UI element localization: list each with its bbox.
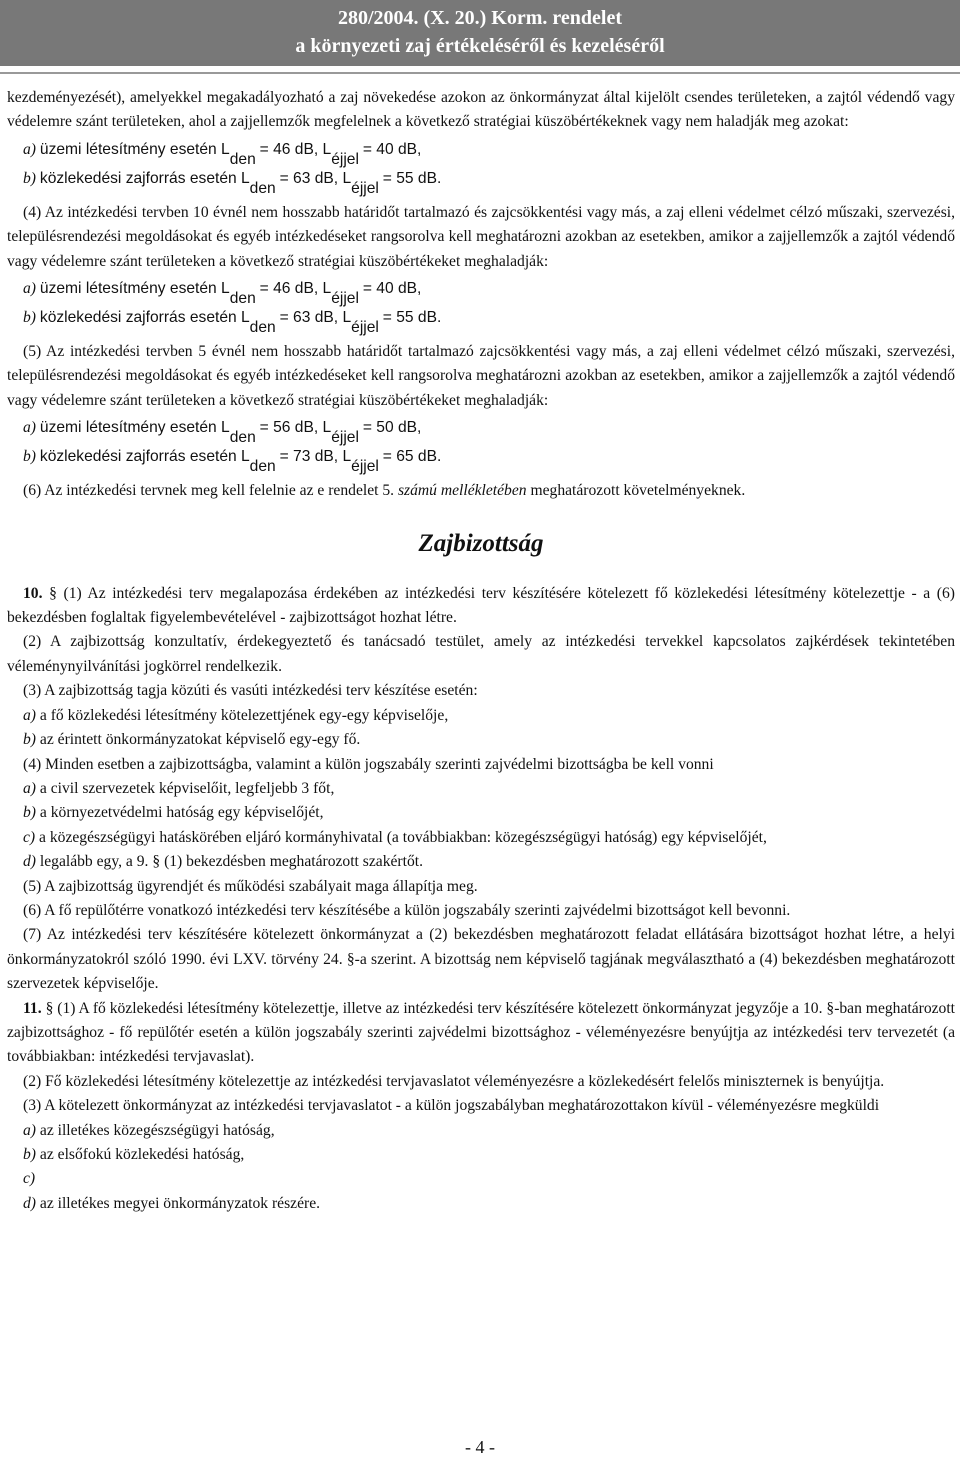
para-text: (1) A fő közlekedési létesítmény kötelezettje, illetve az intézkedési terv készítésére kötelezett önkormányzat jegyzője a 10. §-ban meghatározott zajbizottsághoz - fő repülőtér esetén a külön jogszabály szerinti zajvédelmi bizottsághoz - véleményezésre benyújtja az intézkedési terv tervezetét (a továbbiakban: intézkedési tervjavaslat). bbox=[7, 999, 956, 1066]
subscript-ejjel: éjjel bbox=[331, 290, 359, 308]
annex-reference: számú mellékletében bbox=[397, 482, 527, 500]
section-10-para-1 bbox=[7, 582, 955, 631]
limit-item-a bbox=[7, 413, 955, 447]
list-item bbox=[7, 1143, 955, 1167]
item-label: a) bbox=[23, 140, 36, 158]
list-item bbox=[7, 1192, 955, 1216]
page-header bbox=[0, 0, 960, 66]
subscript-den: den bbox=[229, 150, 256, 168]
section-10-para-7: (7) Az intézkedési terv készítésére kötelezett önkormányzat a (2) bekezdésben meghatározott feladat ellátására bizottságot hozhat létre, a helyi önkormányzatokról szóló 1990. évi LXV. törvény 24. §-a szerint. A bizottság nem képviselő tagjának megválasztható a (4) bekezdésben meghatározott szervezetek képviselője. bbox=[7, 926, 955, 993]
list-item bbox=[7, 801, 955, 825]
p6-text: (6) Az intézkedési tervnek meg kell felelnie az e rendelet 5. bbox=[23, 482, 395, 500]
item-text: legalább egy, a 9. bbox=[39, 853, 149, 871]
limit-item-b bbox=[7, 303, 955, 337]
item-value: = 63 dB, L bbox=[279, 309, 352, 327]
item-text: az illetékes megyei önkormányzatok részére. bbox=[39, 1194, 321, 1212]
section-11-para-3: (3) A kötelezett önkormányzat az intézkedési tervjavaslatot - a külön jogszabályban meghatározottakon kívül - véleményezésre megküldi bbox=[23, 1097, 880, 1115]
item-text: közlekedési zajforrás esetén L bbox=[39, 309, 250, 327]
paragraph-4: (4) Az intézkedési tervben 10 évnél nem hosszabb határidőt tartalmazó és zajcsökkentési vagy más, a zaj elleni védelmet célzó műszaki, szervezési, településrendezési megoldásokat és egyéb intézkedéseket rangsorolva kell meghatározni azokban az esetekben, amikor a zajjellemzők a zajtól védendő vagy védelemre szánt területeken a következő stratégiai küszöbértékeket meghaladják: bbox=[7, 203, 955, 270]
list-item bbox=[7, 1119, 955, 1143]
subscript-den: den bbox=[249, 319, 276, 337]
limit-item-b bbox=[7, 442, 955, 476]
item-label: d) bbox=[23, 1194, 36, 1212]
limit-item-b bbox=[7, 164, 955, 197]
item-label: b) bbox=[23, 169, 36, 187]
item-value: = 73 dB, L bbox=[279, 448, 352, 466]
item-label: a) bbox=[23, 280, 36, 298]
list-item bbox=[7, 850, 955, 874]
item-value: = 46 dB, L bbox=[259, 140, 332, 158]
list-item bbox=[7, 1167, 955, 1191]
subscript-den: den bbox=[229, 429, 256, 447]
section-number: 11. bbox=[23, 999, 42, 1017]
subscript-ejjel: éjjel bbox=[331, 150, 359, 168]
subscript-den: den bbox=[249, 458, 276, 476]
list-item bbox=[7, 826, 955, 850]
item-text: az illetékes közegészségügyi hatóság, bbox=[39, 1121, 275, 1139]
item-label: b) bbox=[23, 309, 36, 327]
item-text: üzemi létesítmény esetén L bbox=[39, 280, 230, 298]
list-item bbox=[7, 704, 955, 728]
item-text: üzemi létesítmény esetén L bbox=[39, 419, 230, 437]
section-11-para-2: (2) Fő közlekedési létesítmény kötelezettje az intézkedési tervjavaslatot véleményezésre a közlekedésért felelős miniszternek is benyújtja. bbox=[23, 1072, 885, 1090]
section-sign: § bbox=[49, 584, 57, 602]
section-number: 10. bbox=[23, 584, 43, 602]
item-value: = 55 dB. bbox=[382, 309, 442, 327]
item-text: üzemi létesítmény esetén L bbox=[39, 140, 230, 158]
item-value: = 63 dB, L bbox=[279, 169, 352, 187]
item-value: = 40 dB, bbox=[362, 280, 422, 298]
item-label: a) bbox=[23, 779, 36, 797]
p6-text: meghatározott követelményeknek. bbox=[530, 482, 746, 500]
subscript-ejjel: éjjel bbox=[351, 319, 379, 337]
item-text: az érintett önkormányzatokat képviselő egy-egy fő. bbox=[39, 731, 361, 749]
item-value: = 55 dB. bbox=[382, 169, 442, 187]
item-text: az elsőfokú közlekedési hatóság, bbox=[39, 1146, 245, 1163]
section-10-para-3: (3) A zajbizottság tagja közúti és vasúti intézkedési terv készítése esetén: bbox=[23, 682, 478, 700]
item-label: c) bbox=[23, 1170, 36, 1188]
subscript-den: den bbox=[249, 179, 276, 197]
section-11-para-1 bbox=[7, 997, 955, 1070]
item-label: b) bbox=[23, 1146, 36, 1163]
item-label: b) bbox=[23, 731, 36, 749]
item-label: a) bbox=[23, 1121, 36, 1139]
section-10-para-5: (5) A zajbizottság ügyrendjét és működési szabályait maga állapítja meg. bbox=[23, 877, 478, 895]
list-item bbox=[7, 777, 955, 801]
section-sign: § bbox=[152, 853, 161, 871]
list-item bbox=[7, 728, 955, 752]
limit-item-a bbox=[7, 135, 955, 168]
item-label: b) bbox=[23, 448, 36, 466]
subscript-den: den bbox=[229, 290, 256, 308]
section-10-para-2: (2) A zajbizottság konzultatív, érdekegyeztető és tanácsadó testület, amely az intézkedési tervekkel kapcsolatos zajkérdések tekintetében véleménynyilvánítási jogkörrel rendelkezik. bbox=[7, 633, 955, 675]
subscript-ejjel: éjjel bbox=[331, 429, 359, 447]
section-title: Zajbizottság bbox=[418, 529, 544, 557]
item-value: = 50 dB, bbox=[362, 419, 422, 437]
item-value: = 65 dB. bbox=[382, 448, 442, 466]
subscript-ejjel: éjjel bbox=[351, 179, 379, 197]
paragraph-5: (5) Az intézkedési tervben 5 évnél nem hosszabb határidőt tartalmazó zajcsökkentési vagy más, a zaj elleni védelmet célzó műszaki, szervezési, településrendezési megoldásokat és egyéb intézkedéseket kell rangsorolva meghatározni azokban az esetekben, amikor a zajjellemzők a zajtól védendő vagy védelemre szánt területeken a következő stratégiai küszöbértékeket meghaladják: bbox=[7, 343, 955, 409]
section-10-para-4: (4) Minden esetben a zajbizottságba, valamint a külön jogszabály szerinti zajvédelmi bizottságba be kell vonni bbox=[23, 755, 714, 773]
item-value: = 46 dB, L bbox=[259, 280, 332, 298]
section-10-para-6: (6) A fő repülőtérre vonatkozó intézkedési terv készítésébe a külön jogszabály szerinti zajvédelmi bizottságot kell bevonni. bbox=[23, 901, 791, 919]
item-label: b) bbox=[23, 804, 36, 822]
document-body bbox=[7, 86, 955, 1216]
item-text: a civil szervezetek képviselőit, legfeljebb 3 főt, bbox=[39, 779, 335, 797]
item-value: = 56 dB, L bbox=[259, 419, 332, 437]
item-text: a fő közlekedési létesítmény kötelezettjének egy-egy képviselője, bbox=[39, 706, 449, 724]
page-number: - 4 - bbox=[465, 1437, 495, 1457]
header-subtitle: a környezeti zaj értékeléséről és kezeléséről bbox=[295, 35, 665, 57]
paragraph-intro: kezdeményezését), amelyekkel megakadályozható a zaj növekedése azokon az önkormányzat által kijelölt csendes területeken, a zajtól védendő vagy védelemre szánt területeken, ahol a zajjellemzők megfelelnek a következő stratégiai küszöbértékeknek vagy nem haladják meg azokat: bbox=[7, 89, 955, 131]
item-text: közlekedési zajforrás esetén L bbox=[39, 169, 250, 187]
item-text: a közegészségügyi hatáskörében eljáró kormányhivatal (a továbbiakban: közegészségügyi hatóság) egy képviselőjét, bbox=[39, 828, 767, 846]
header-title: 280/2004. (X. 20.) Korm. rendelet bbox=[337, 7, 623, 29]
item-label: a) bbox=[23, 706, 36, 724]
para-text: (1) Az intézkedési terv megalapozása érdekében az intézkedési terv készítésére kötelezett fő közlekedési létesítmény kötelezettje - a (6) bekezdésben foglaltak figyelembevételével - zajbizottságot hozhat létre. bbox=[7, 584, 955, 627]
subscript-ejjel: éjjel bbox=[351, 458, 379, 476]
item-text: a környezetvédelmi hatóság egy képviselőjét, bbox=[39, 804, 324, 822]
paragraph-6 bbox=[7, 479, 955, 503]
header-divider bbox=[0, 72, 960, 74]
item-label: d) bbox=[23, 853, 36, 871]
item-label: c) bbox=[23, 828, 36, 846]
item-text: közlekedési zajforrás esetén L bbox=[39, 448, 250, 466]
item-text: (1) bekezdésben meghatározott szakértőt. bbox=[164, 853, 423, 871]
section-sign: § bbox=[45, 999, 54, 1017]
item-label: a) bbox=[23, 419, 36, 437]
item-value: = 40 dB, bbox=[362, 140, 422, 158]
limit-item-a bbox=[7, 274, 955, 308]
